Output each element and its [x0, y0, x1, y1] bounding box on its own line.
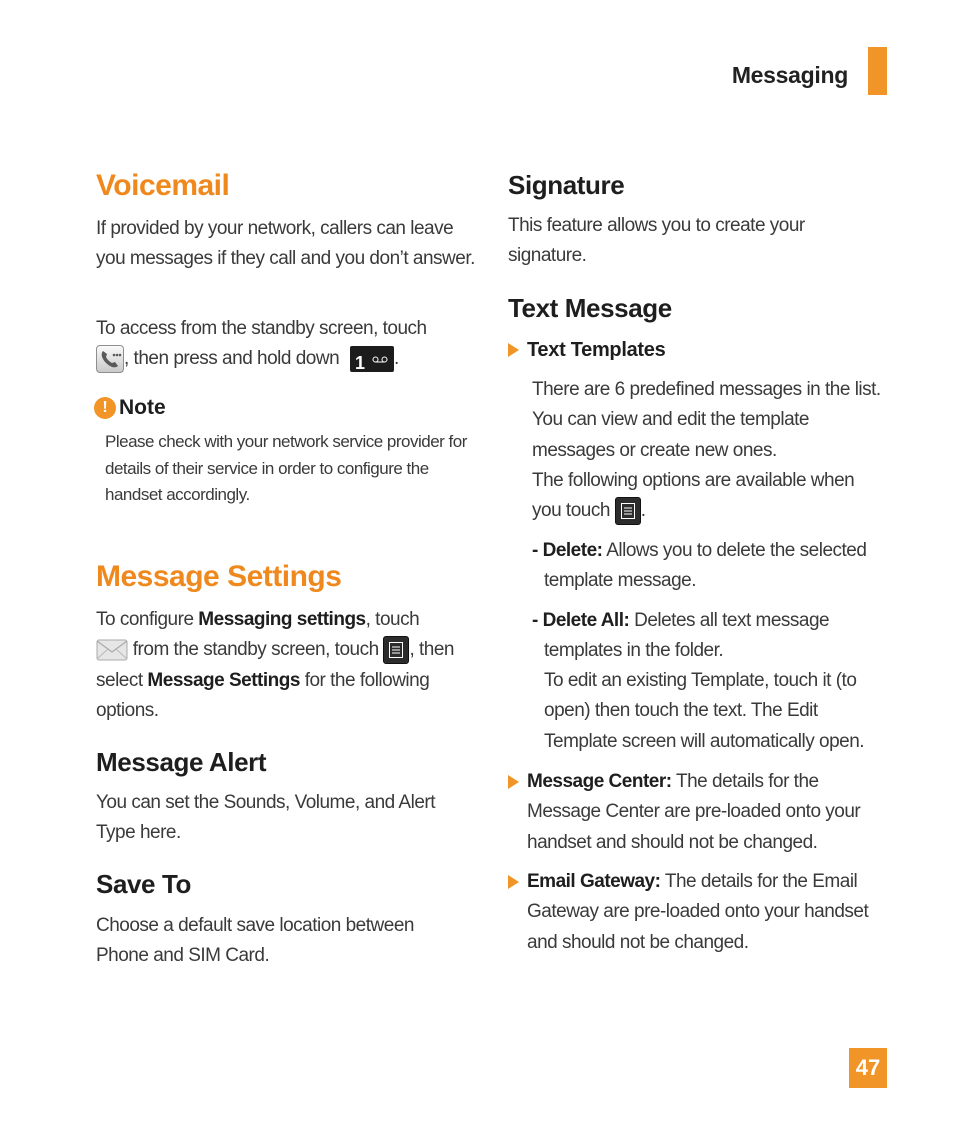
delete-all-option: - Delete All: Deletes all text message templates in the folder. — [532, 610, 830, 662]
signature-text: This feature allows you to create your signature. — [508, 215, 805, 267]
phone-call-icon — [96, 345, 124, 373]
triangle-bullet-icon — [508, 875, 519, 889]
menu-icon — [615, 497, 641, 525]
templates-options-text: The following options are available when you touch . — [532, 466, 882, 527]
message-center-item: Message Center: The details for the Message Center are pre-loaded onto your handset and should not be changed. — [508, 767, 883, 858]
page-number: 47 — [849, 1048, 887, 1088]
header-accent-bar — [868, 47, 887, 95]
note-icon: ! — [94, 397, 116, 419]
message-settings-intro: To configure Messaging settings, touch from the standby screen, touch , then select Message Settings for the following options. — [96, 609, 454, 721]
templates-text: There are 6 predefined messages in the list. You can view and edit the template messages or create new ones. — [532, 379, 881, 461]
page-header-title: Messaging — [731, 62, 848, 88]
envelope-icon — [96, 639, 128, 661]
text-templates-heading: Text Templates — [508, 337, 665, 363]
save-to-text: Choose a default save location between Phone and SIM Card. — [96, 915, 414, 967]
note-text: Please check with your network service provider for details of their service in order to configure the handset accordingly. — [105, 432, 467, 504]
voicemail-access-para: To access from the standby screen, touch , then press and hold down 1 . — [96, 318, 427, 374]
delete-option: - Delete: Allows you to delete the selected template message. — [532, 540, 867, 592]
voicemail-key-icon: 1 — [350, 346, 394, 372]
message-alert-heading: Message Alert — [96, 747, 267, 777]
save-to-heading: Save To — [96, 869, 191, 899]
menu-icon — [383, 636, 409, 664]
voicemail-heading: Voicemail — [96, 169, 230, 202]
edit-template-text: To edit an existing Template, touch it (to open) then touch the text. The Edit Template screen will automatically open. — [544, 670, 865, 752]
signature-heading: Signature — [508, 170, 625, 200]
message-alert-text: You can set the Sounds, Volume, and Alert Type here. — [96, 792, 435, 844]
voicemail-para: If provided by your network, callers can leave you messages if they call and you don’t answer. — [96, 218, 475, 270]
note-heading-row — [94, 396, 166, 420]
voicemail-section — [96, 168, 486, 204]
note-title: Note — [119, 396, 166, 419]
triangle-bullet-icon — [508, 775, 519, 789]
text-message-heading: Text Message — [508, 293, 672, 323]
triangle-bullet-icon — [508, 343, 519, 357]
message-settings-heading: Message Settings — [96, 560, 342, 593]
email-gateway-item: Email Gateway: The details for the Email Gateway are pre-loaded onto your handset and should not be changed. — [508, 867, 883, 958]
